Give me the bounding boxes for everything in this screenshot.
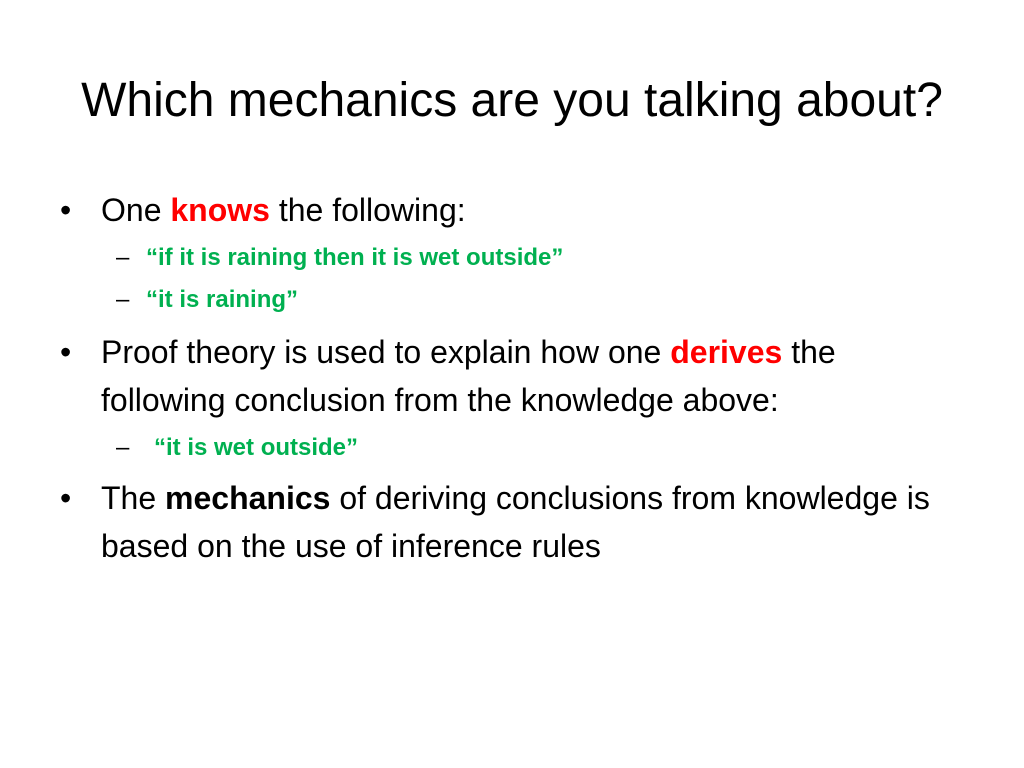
bullet-text-suffix: the following conclusion from the knowledge above: [101, 334, 836, 418]
dash-icon: – [116, 434, 130, 461]
bullet-text-suffix: of deriving conclusions from knowledge is based on the use of inference rules [101, 480, 930, 564]
bullet-mechanics [0, 474, 1024, 570]
bullet-dot-icon: • [60, 334, 72, 370]
slide-body [0, 186, 1024, 570]
bullet-knows [0, 186, 1024, 234]
subitem-if-raining [0, 240, 1024, 276]
slide-title: Which mechanics are you talking about? [81, 74, 943, 127]
subitem-wet-outside [0, 430, 1024, 466]
emphasis-knows: knows [170, 192, 270, 228]
subitem-text: “it is raining” [146, 286, 299, 313]
bullet-dot-icon: • [60, 192, 72, 228]
bullet-text-prefix: Proof theory is used to explain how one [101, 334, 671, 370]
subitem-it-is-raining [0, 282, 1024, 318]
dash-icon: – [116, 244, 130, 271]
dash-icon: – [116, 286, 130, 313]
subitem-text: “if it is raining then it is wet outside” [146, 244, 564, 271]
emphasis-derives: derives [670, 334, 783, 370]
subitem-text: “it is wet outside” [154, 434, 359, 461]
bullet-text-prefix: One [101, 192, 171, 228]
bullet-text-prefix: The [101, 480, 166, 516]
emphasis-mechanics: mechanics [165, 480, 331, 516]
bullet-dot-icon: • [60, 480, 72, 516]
bullet-proof-theory [0, 328, 1024, 424]
bullet-text-suffix: the following: [269, 192, 466, 228]
